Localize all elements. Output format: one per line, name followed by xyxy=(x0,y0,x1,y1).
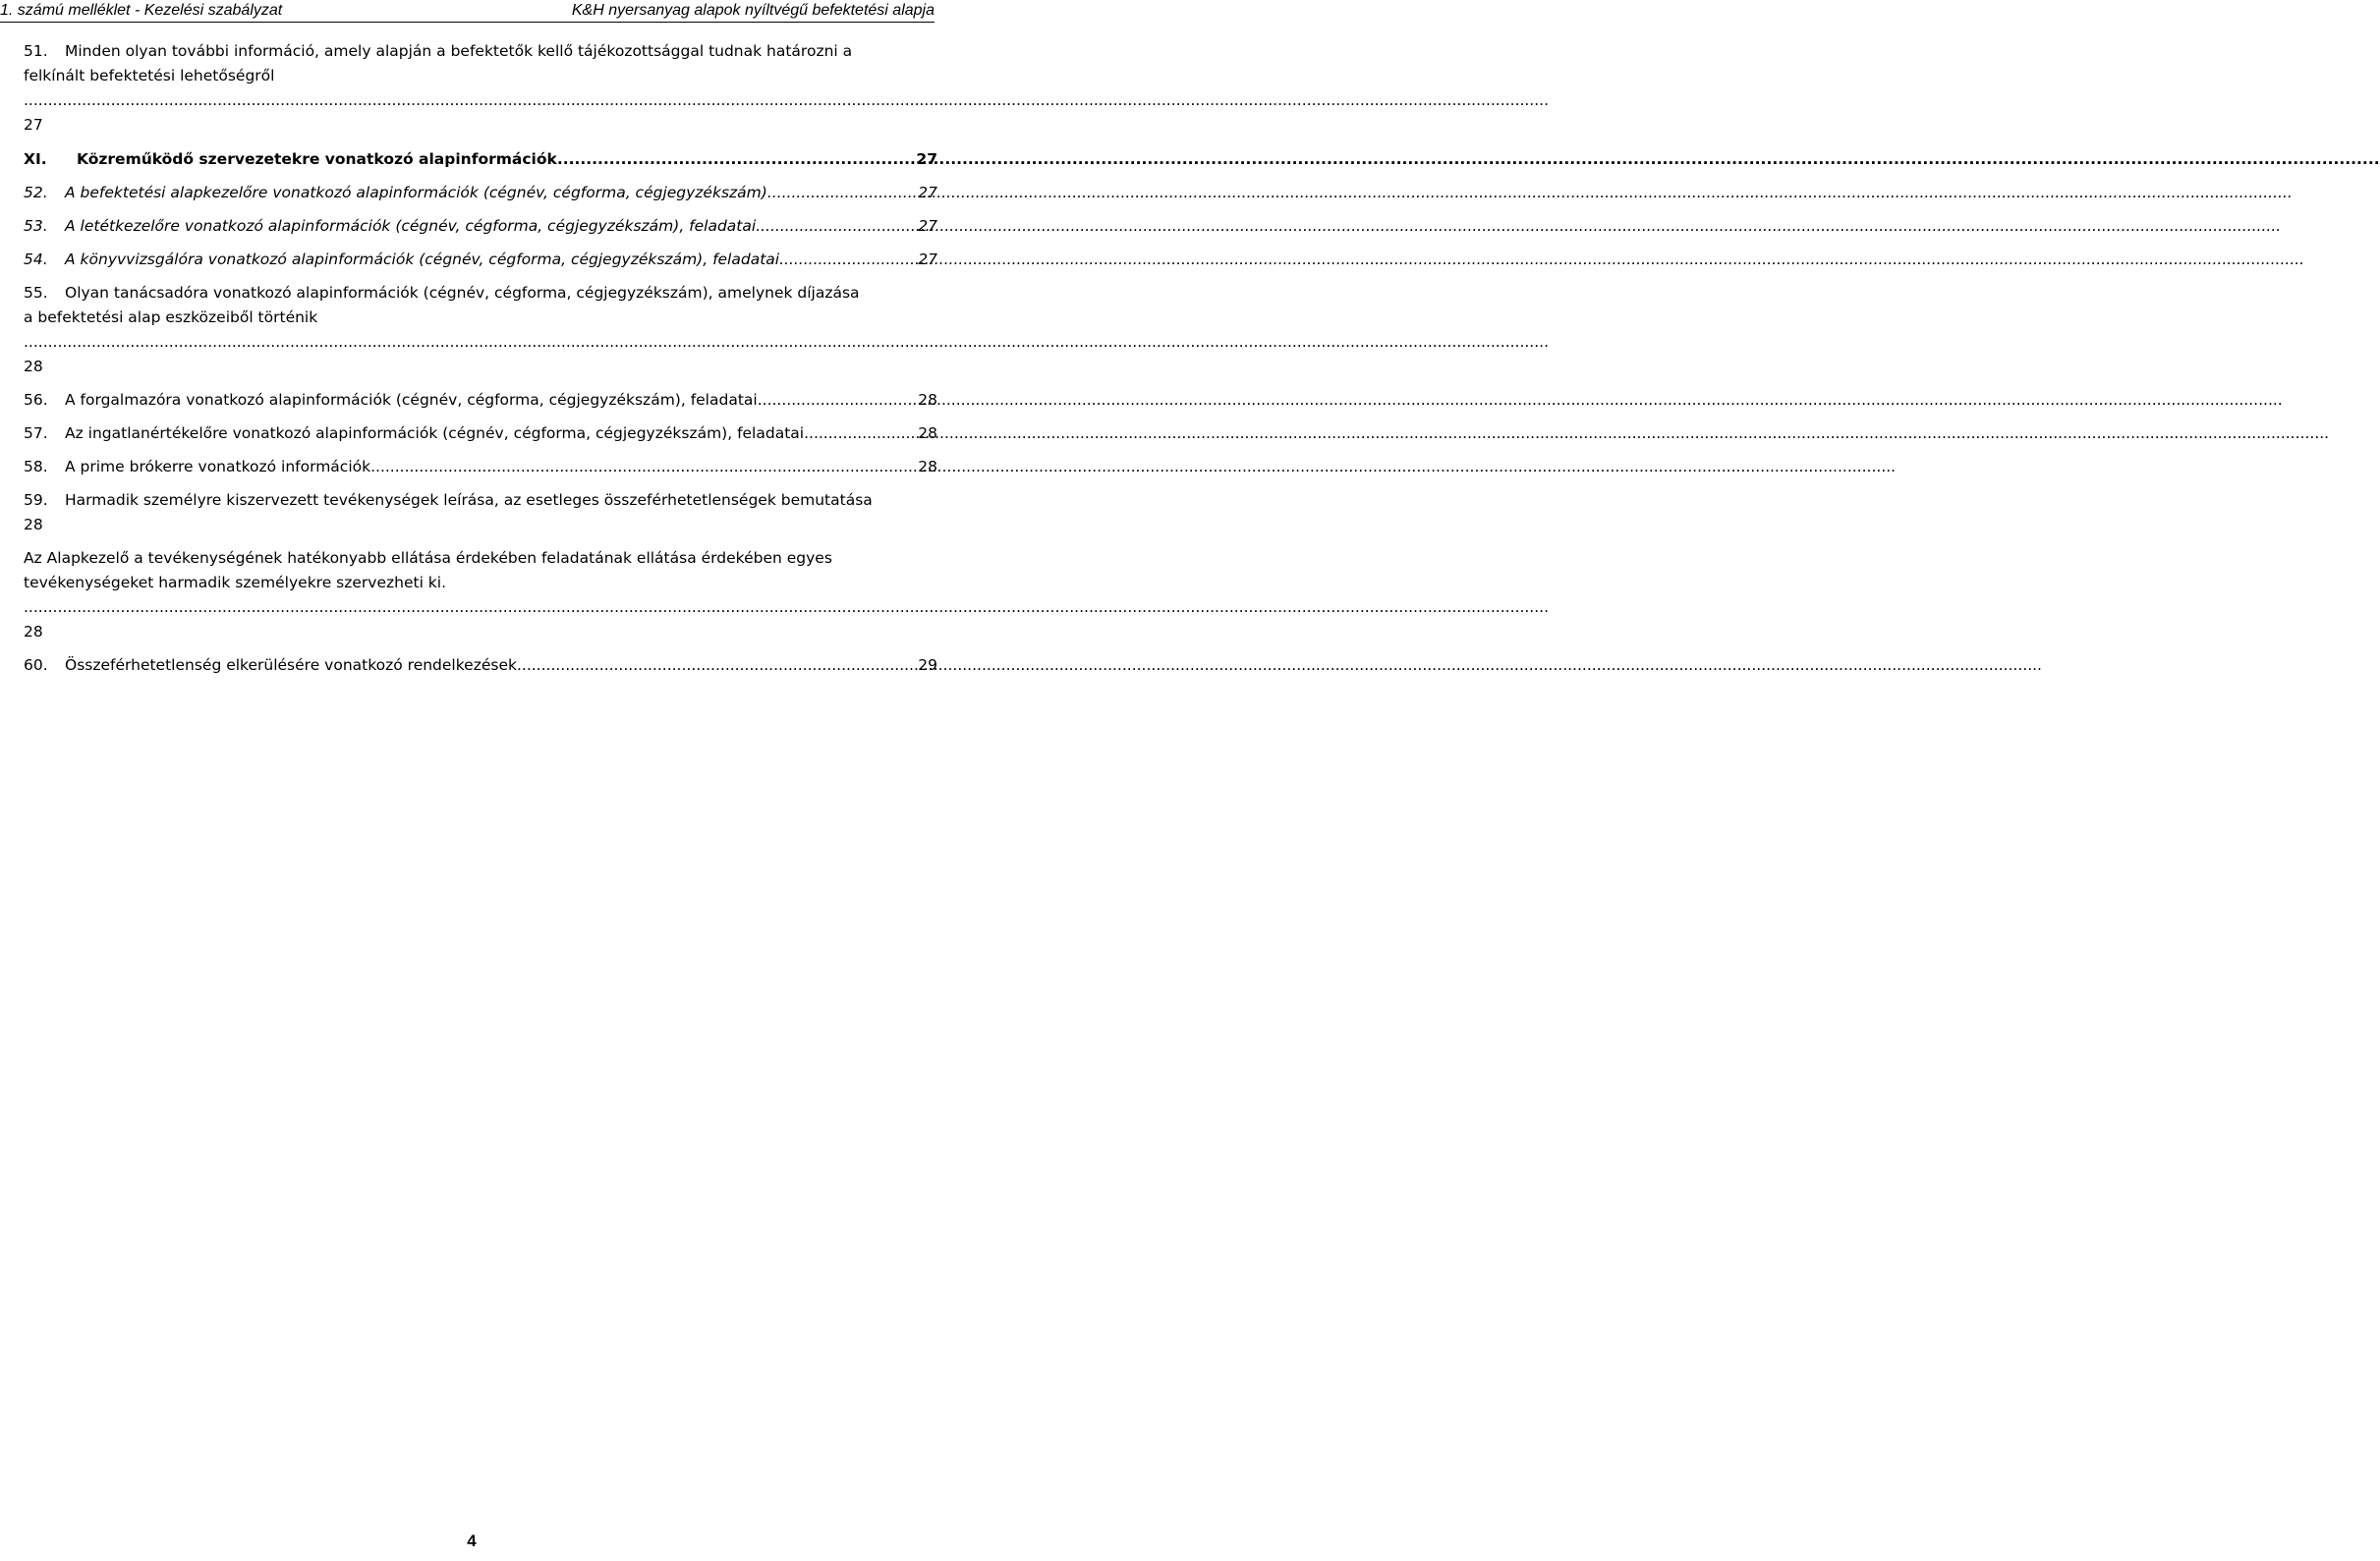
toc-entry-number: 54. xyxy=(24,251,48,268)
toc-entry-55[interactable] xyxy=(24,281,937,379)
toc-chapter-xi[interactable] xyxy=(24,147,937,172)
toc-page-number: 28 xyxy=(24,516,43,533)
toc-entry-number: 56. xyxy=(24,391,48,409)
toc-entry-number: 52. xyxy=(24,184,48,201)
toc-entry-number: 58. xyxy=(24,458,48,475)
toc-page-number: 28 xyxy=(918,458,937,475)
toc-page-number: 27 xyxy=(916,150,937,168)
toc-entry-title: A könyvvizsgálóra vonatkozó alapinformációk (cégnév, cégforma, cégjegyzékszám), feladatai xyxy=(65,251,780,268)
toc-page-number: 27 xyxy=(24,116,43,134)
toc-leader-dots xyxy=(370,455,918,479)
toc-entry-59[interactable] xyxy=(24,488,937,537)
toc-leader-dots xyxy=(804,421,918,446)
toc-leader-dots xyxy=(756,214,918,239)
toc-page-number: 27 xyxy=(918,217,937,235)
toc-entry-number: 53. xyxy=(24,217,48,235)
toc-entry-title: A befektetési alapkezelőre vonatkozó alapinformációk (cégnév, cégforma, cégjegyzékszám) xyxy=(65,184,767,201)
toc-leader-dots xyxy=(779,248,918,272)
toc-leader-dots xyxy=(24,88,937,113)
toc-leader-dots xyxy=(758,388,919,413)
toc-entry-title: Minden olyan további információ, amely alapján a befektetők kellő tájékozottsággal tudnak határozni a xyxy=(65,42,853,60)
table-of-contents xyxy=(24,39,937,678)
toc-page-number: 28 xyxy=(918,424,937,442)
toc-leader-dots xyxy=(24,330,937,355)
toc-entry-58[interactable] xyxy=(24,455,937,479)
toc-page-number: 27 xyxy=(918,184,937,201)
toc-entry-54[interactable] xyxy=(24,248,937,272)
toc-entry-title: Harmadik személyre kiszervezett tevékenységek leírása, az esetleges összeférhetetlenségek bemutatása xyxy=(65,491,873,509)
toc-entry-title: Az ingatlanértékelőre vonatkozó alapinformációk (cégnév, cégforma, cégjegyzékszám), feladatai xyxy=(65,424,805,442)
toc-leader-dots xyxy=(517,653,918,678)
toc-leader-dots xyxy=(767,181,918,205)
toc-entry-60[interactable] xyxy=(24,653,937,678)
toc-entry-title-cont: felkínált befektetési lehetőségről xyxy=(24,67,275,84)
toc-leader-dots xyxy=(24,595,937,620)
toc-entry-title: Olyan tanácsadóra vonatkozó alapinformációk (cégnév, cégforma, cégjegyzékszám), amelynek díjazása xyxy=(65,284,860,302)
toc-entry-56[interactable] xyxy=(24,388,937,413)
toc-entry-number: 60. xyxy=(24,656,48,674)
toc-entry-title-cont: tevékenységeket harmadik személyekre szervezheti ki. xyxy=(24,574,447,591)
toc-page-number: 28 xyxy=(24,623,43,641)
toc-entry-title: Az Alapkezelő a tevékenységének hatékonyabb ellátása érdekében feladatának ellátása érdekében egyes xyxy=(24,549,832,567)
toc-entry-57[interactable] xyxy=(24,421,937,446)
toc-entry-title: Összeférhetetlenség elkerülésére vonatkozó rendelkezések xyxy=(65,656,517,674)
toc-page-number: 27 xyxy=(918,251,937,268)
toc-chapter-title: Közreműködő szervezetekre vonatkozó alapinformációk xyxy=(77,150,557,168)
toc-entry-outsourcing[interactable] xyxy=(24,546,937,644)
toc-entry-51[interactable] xyxy=(24,39,937,138)
toc-entry-number: 51. xyxy=(24,42,48,60)
toc-entry-title: A prime brókerre vonatkozó információk xyxy=(65,458,371,475)
toc-chapter-number: XI. xyxy=(24,150,47,168)
toc-leader-dots xyxy=(557,147,917,172)
header-right-text: K&H nyersanyag alapok nyíltvégű befektetési alapja xyxy=(571,2,935,19)
toc-entry-title: A forgalmazóra vonatkozó alapinformációk (cégnév, cégforma, cégjegyzékszám), feladatai xyxy=(65,391,758,409)
toc-entry-number: 55. xyxy=(24,284,48,302)
header-left-text: 1. számú melléklet - Kezelési szabályzat xyxy=(0,2,283,19)
toc-entry-53[interactable] xyxy=(24,214,937,239)
toc-entry-title-cont: a befektetési alap eszközeiből történik xyxy=(24,308,318,326)
toc-page-number: 28 xyxy=(24,358,43,375)
toc-page-number: 29 xyxy=(918,656,937,674)
toc-entry-number: 57. xyxy=(24,424,48,442)
toc-entry-number: 59. xyxy=(24,491,48,509)
toc-entry-title: A letétkezelőre vonatkozó alapinformációk (cégnév, cégforma, cégjegyzékszám), feladatai xyxy=(65,217,757,235)
running-header xyxy=(0,0,935,23)
toc-page-number: 28 xyxy=(918,391,937,409)
page-number: 4 xyxy=(467,1532,477,1550)
toc-entry-52[interactable] xyxy=(24,181,937,205)
